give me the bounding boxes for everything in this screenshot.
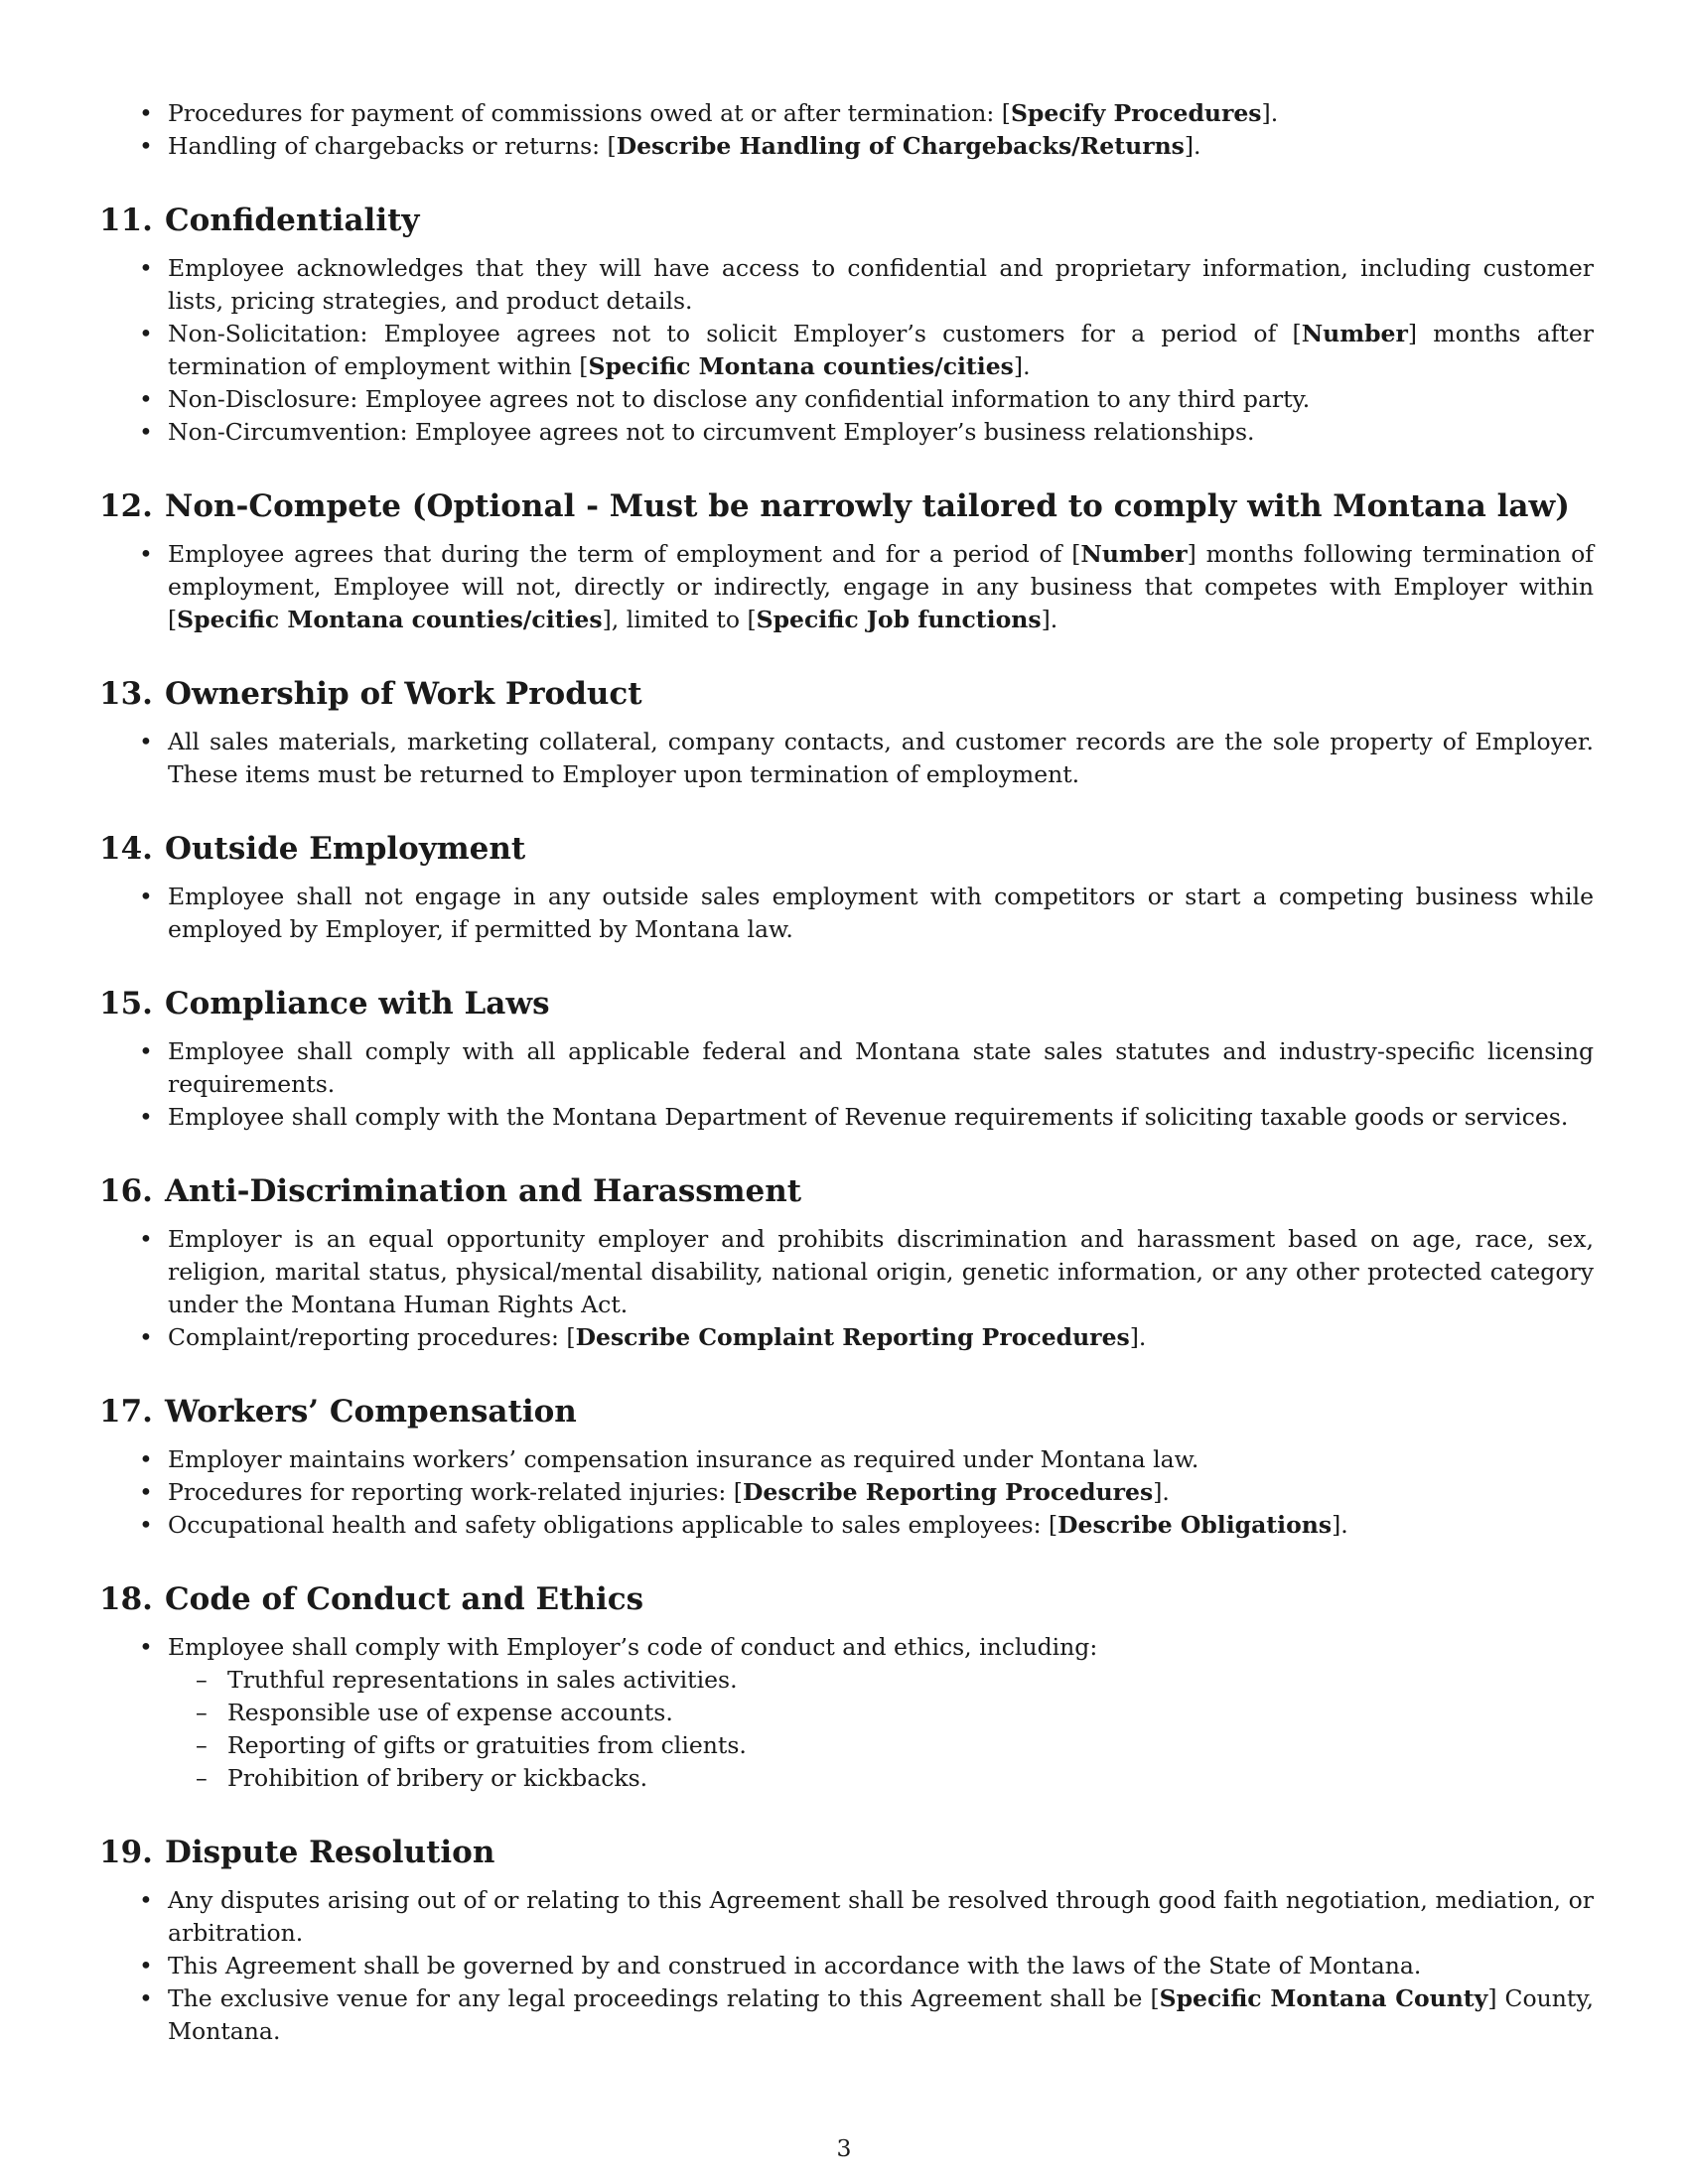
placeholder-field: Specific Montana counties/cities	[588, 352, 1014, 380]
page-number: 3	[836, 2134, 852, 2162]
section-title: Compliance with Laws	[165, 986, 550, 1022]
list-item	[99, 97, 1594, 130]
list-item	[99, 538, 1594, 636]
section-title: Anti-Discrimination and Harassment	[165, 1173, 802, 1209]
section-12	[99, 486, 1594, 636]
section-16	[99, 1171, 1594, 1354]
list-item: • Non-Disclosure: Employee agrees not to disclose any confidential information to any third party.	[99, 383, 1594, 416]
list-item: • Employer maintains workers’ compensation insurance as required under Montana law.	[99, 1443, 1594, 1476]
item-text: Non-Solicitation: Employee agrees not to solicit Employer’s customers for a period of [	[168, 320, 1302, 347]
section-list	[99, 1631, 1594, 1795]
placeholder-field: Specific Job functions	[756, 606, 1042, 633]
section-heading	[99, 1833, 1594, 1872]
section-number: 11.	[99, 203, 153, 238]
item-text: Occupational health and safety obligations applicable to sales employees: [	[168, 1511, 1058, 1539]
list-item	[99, 318, 1594, 383]
section-heading	[99, 984, 1594, 1024]
placeholder-field: Describe Handling of Chargebacks/Returns	[616, 132, 1185, 160]
section-title: Workers’ Compensation	[165, 1394, 577, 1430]
section-list	[99, 1223, 1594, 1354]
sub-list-item: – Prohibition of bribery or kickbacks.	[168, 1762, 1594, 1795]
section-title: Ownership of Work Product	[165, 676, 642, 712]
section-number: 15.	[99, 986, 153, 1022]
section-heading	[99, 1171, 1594, 1211]
placeholder-field: Describe Complaint Reporting Procedures	[575, 1323, 1130, 1351]
list-item: • Employee shall comply with the Montana Department of Revenue requirements if soliciting taxable goods or services.	[99, 1101, 1594, 1134]
placeholder-field: Describe Reporting Procedures	[742, 1478, 1154, 1506]
sub-list-item: – Responsible use of expense accounts.	[168, 1697, 1594, 1729]
section-heading	[99, 201, 1594, 240]
list-item: • Employee shall comply with all applicable federal and Montana state sales statutes and industry-specific licensing requirements.	[99, 1035, 1594, 1101]
placeholder-field: Specify Procedures	[1010, 99, 1262, 127]
list-item	[99, 130, 1594, 163]
section-number: 14.	[99, 831, 153, 867]
placeholder-field: Specific Montana County	[1159, 1984, 1488, 2012]
list-item	[99, 1509, 1594, 1542]
item-text: ] months following termination of employment, Employee will not, directly or indirectly, engage in any business that competes with Employer within [	[168, 540, 1594, 633]
list-item: • This Agreement shall be governed by and construed in accordance with the laws of the State of Montana.	[99, 1950, 1594, 1982]
sub-list	[168, 1664, 1594, 1795]
section-number: 18.	[99, 1581, 153, 1617]
section-14	[99, 829, 1594, 946]
item-text: ] County, Montana.	[168, 1984, 1594, 2045]
item-text: ].	[1041, 606, 1058, 633]
section-heading	[99, 674, 1594, 714]
list-item: • Employee acknowledges that they will have access to confidential and proprietary information, including customer lists, pricing strategies, and product details.	[99, 252, 1594, 318]
section-list	[99, 1443, 1594, 1542]
item-text: Employee agrees that during the term of employment and for a period of [	[168, 540, 1081, 568]
sub-list-item: – Reporting of gifts or gratuities from clients.	[168, 1729, 1594, 1762]
item-text: ].	[1261, 99, 1279, 127]
section-number: 16.	[99, 1173, 153, 1209]
item-text: The exclusive venue for any legal proceedings relating to this Agreement shall be [	[168, 1984, 1160, 2012]
list-item: • Employer is an equal opportunity employer and prohibits discrimination and harassment based on age, race, sex, religion, marital status, physical/mental disability, national origin, genetic information, or any other protected category under the Montana Human Rights Act.	[99, 1223, 1594, 1321]
list-item	[99, 1982, 1594, 2048]
section-list	[99, 252, 1594, 449]
item-text: ].	[1013, 352, 1031, 380]
item-text: Handling of chargebacks or returns: [	[168, 132, 617, 160]
section-title: Confidentiality	[165, 203, 420, 238]
placeholder-field: Describe Obligations	[1057, 1511, 1333, 1539]
section-number: 13.	[99, 676, 153, 712]
section-list	[99, 881, 1594, 946]
item-text: ], limited to [	[602, 606, 757, 633]
item-text: ].	[1184, 132, 1201, 160]
section-number: 17.	[99, 1394, 153, 1430]
section-title: Dispute Resolution	[165, 1835, 495, 1870]
sub-list-item: – Truthful representations in sales activities.	[168, 1664, 1594, 1697]
list-item	[99, 1476, 1594, 1509]
item-text: Procedures for payment of commissions owed at or after termination: [	[168, 99, 1011, 127]
section-number: 19.	[99, 1835, 153, 1870]
section-heading	[99, 829, 1594, 869]
section-15	[99, 984, 1594, 1134]
section-heading	[99, 1579, 1594, 1619]
placeholder-field: Specific Montana counties/cities	[177, 606, 603, 633]
section-list	[99, 538, 1594, 636]
section-heading	[99, 486, 1594, 526]
list-item	[99, 1631, 1594, 1795]
list-item: • Any disputes arising out of or relating to this Agreement shall be resolved through good faith negotiation, mediation, or arbitration.	[99, 1884, 1594, 1950]
item-text: Procedures for reporting work-related injuries: [	[168, 1478, 743, 1506]
section-list	[99, 1035, 1594, 1134]
page-content	[99, 97, 1594, 2048]
list-item	[99, 1321, 1594, 1354]
section-list	[99, 726, 1594, 791]
placeholder-field: Number	[1080, 540, 1188, 568]
section-list	[99, 1884, 1594, 2048]
section-title: Outside Employment	[165, 831, 526, 867]
item-text: ] months after termination of employment within [	[168, 320, 1595, 380]
section-11	[99, 201, 1594, 449]
list-item: • All sales materials, marketing collateral, company contacts, and customer records are the sole property of Employer. These items must be returned to Employer upon termination of employment.	[99, 726, 1594, 791]
section-10-continued	[99, 97, 1594, 163]
placeholder-field: Number	[1301, 320, 1408, 347]
list-item: • Non-Circumvention: Employee agrees not to circumvent Employer’s business relationships.	[99, 416, 1594, 449]
commission-list	[99, 97, 1594, 163]
item-text: ].	[1332, 1511, 1348, 1539]
section-title: Non-Compete (Optional - Must be narrowly tailored to comply with Montana law)	[165, 488, 1570, 524]
list-item: • Employee shall not engage in any outside sales employment with competitors or start a competing business while employed by Employer, if permitted by Montana law.	[99, 881, 1594, 946]
item-text: Complaint/reporting procedures: [	[168, 1323, 576, 1351]
section-number: 12.	[99, 488, 153, 524]
section-17	[99, 1392, 1594, 1542]
section-19	[99, 1833, 1594, 2048]
item-text: ].	[1153, 1478, 1170, 1506]
section-title: Code of Conduct and Ethics	[165, 1581, 644, 1617]
section-heading	[99, 1392, 1594, 1432]
section-13	[99, 674, 1594, 791]
item-text: Employee shall comply with Employer’s code of conduct and ethics, including:	[168, 1633, 1098, 1661]
section-18	[99, 1579, 1594, 1795]
item-text: ].	[1129, 1323, 1147, 1351]
